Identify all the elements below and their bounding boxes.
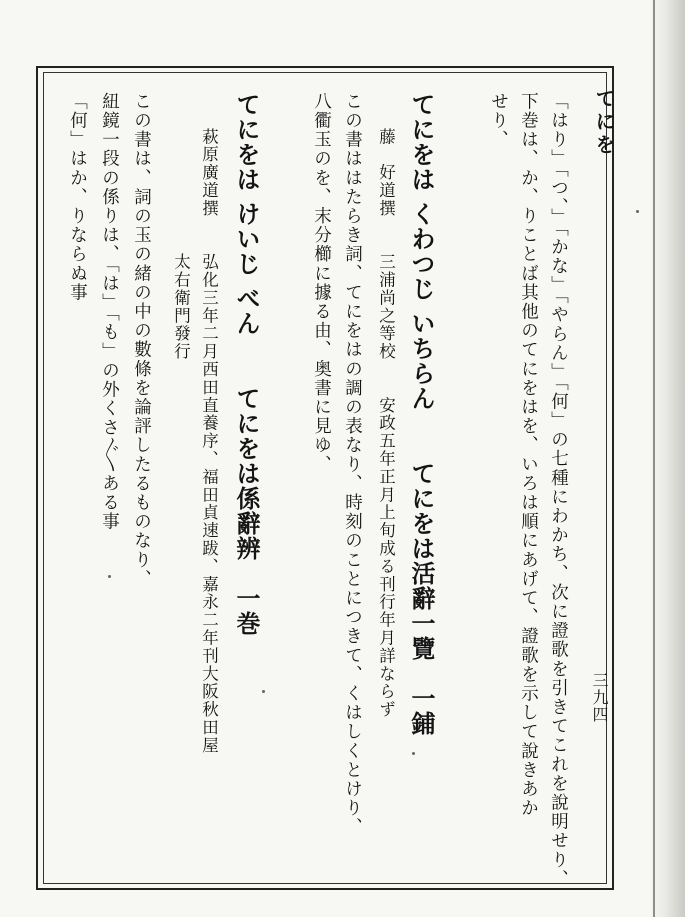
- text-column-1: 「はり」「つ、」「かな」「やらん」「何」の七種にわかち、次に證歌を引きてこれを說明せり、: [548, 92, 569, 889]
- page-number: 三九四: [590, 672, 609, 723]
- entry-publisher-line: 太右衛門發行: [171, 92, 191, 361]
- text-column-2: 下巻は、か、りことば其他のてにをはを、いろは順にあげて、證歌を示して說きあか: [518, 92, 539, 818]
- text-column-3: せり、: [488, 92, 509, 150]
- entry-heading-keiji-ben: てにをは けいじ べん てにをは係辭辨 一巻: [232, 92, 261, 636]
- running-header-title: てにを: [592, 88, 616, 157]
- entry-description-5: 「何」はか、りならぬ事: [67, 92, 88, 303]
- entry-author-line-2: 萩原廣道撰 弘化三年二月西田直養序、福田貞速跋、嘉永二年刊大阪秋田屋: [199, 92, 219, 755]
- scan-speck: [636, 210, 639, 213]
- entry-description-4: 紐鏡一段の係りは、「は」「も」の外くさ〲ある事: [99, 92, 120, 532]
- entry-author-line-1: 藤 好道撰 三浦尚之等校 安政五年正月上旬成る刊行年月詳ならず: [376, 92, 396, 719]
- entry-heading-katsuji-ichiran: てにをは くわつじ いちらん てにをは活辭一覽 一鋪: [407, 92, 436, 736]
- entry-description-3: この書は、詞の玉の緒の中の數條を論評したるものなり、: [131, 92, 152, 589]
- entry-description-1: この書ははたらき詞、てにをはの調の表なり、時刻のことにつきて、くはしくとけり、: [342, 92, 363, 837]
- scan-speck: [262, 690, 265, 693]
- scan-speck: [108, 575, 111, 578]
- scan-speck: [412, 752, 415, 755]
- entry-description-2: 八衢玉のを、末分櫛に據る由、奥書に見ゆ、: [311, 92, 332, 474]
- binding-edge-line: [653, 0, 655, 917]
